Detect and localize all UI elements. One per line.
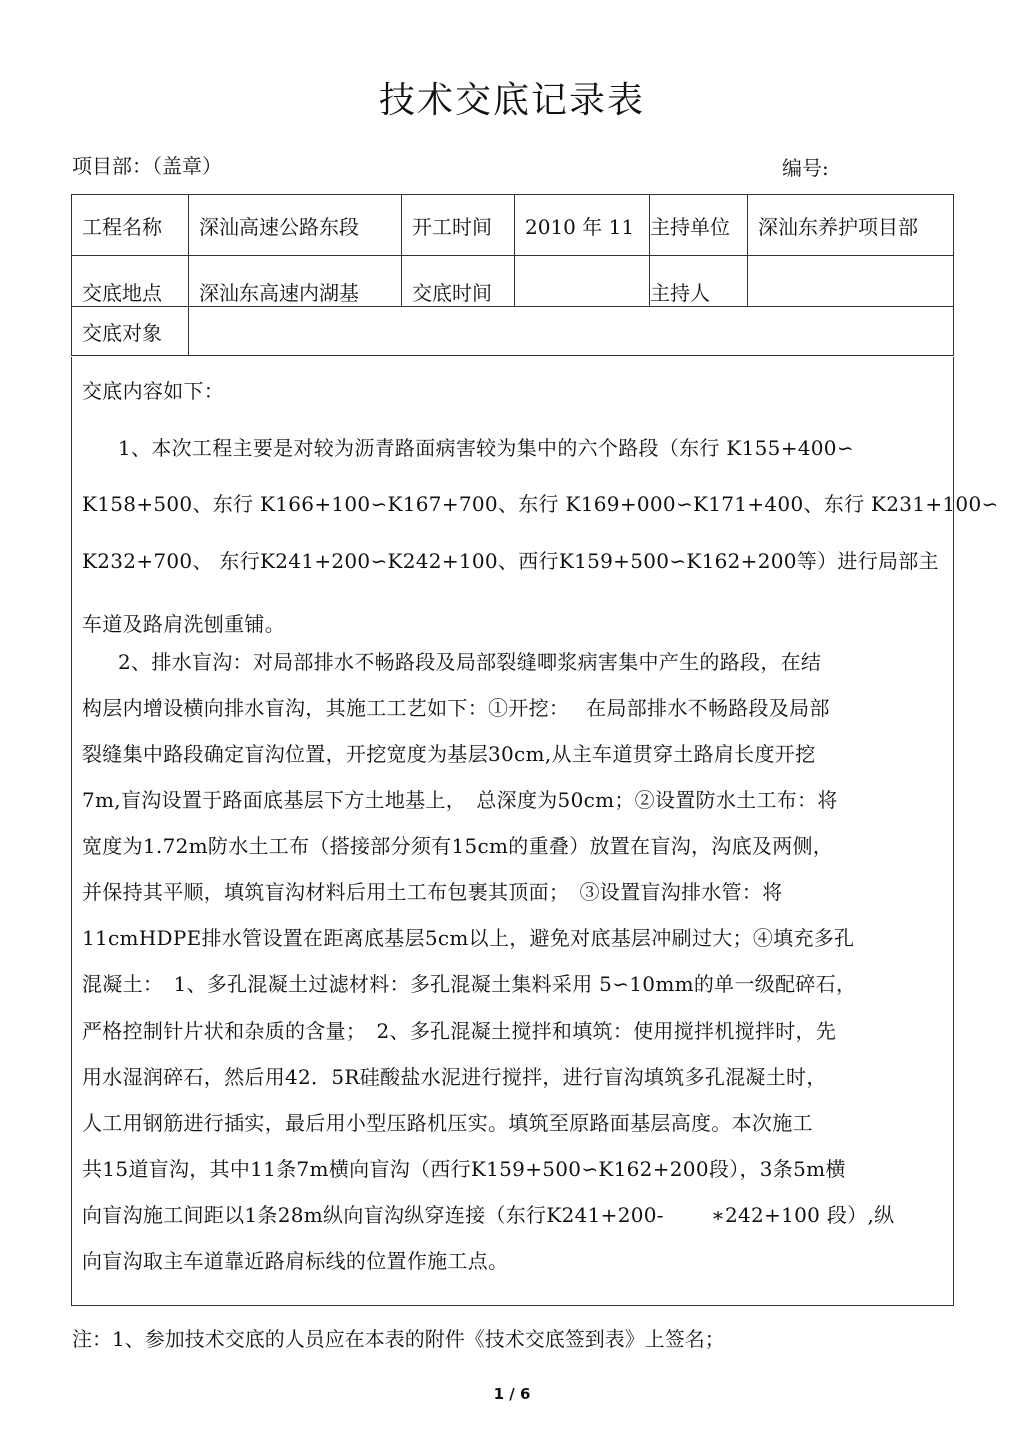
table-row	[72, 195, 954, 256]
host-unit-value: 深汕东养护项目部	[748, 195, 954, 256]
project-name-label: 工程名称	[72, 195, 189, 256]
content-line: 混凝土： 1、多孔混凝土过滤材料：多孔混凝土集料采用 5∽10mm的单一级配碎石，	[82, 972, 857, 996]
content-line: 裂缝集中路段确定盲沟位置，开挖宽度为基层30cm,从主车道贯穿土路肩长度开挖	[82, 742, 816, 766]
briefing-time-value	[515, 256, 650, 307]
page-number: 1 / 6	[493, 1385, 531, 1403]
content-line: 用水湿润碎石，然后用42．5R硅酸盐水泥进行搅拌，进行盲沟填筑多孔混凝土时，	[82, 1065, 827, 1089]
content-line: 共15道盲沟，其中11条7m横向盲沟（西行K159+500∽K162+200段），3条5m横	[82, 1157, 846, 1181]
start-time-value: 2010 年 11	[515, 195, 650, 256]
table-row	[72, 256, 954, 307]
content-line: K158+500、东行 K166+100∽K167+700、东行 K169+000∽K171+400、东行 K231+100∽	[82, 492, 999, 516]
host-person-value	[748, 256, 954, 307]
content-line: 宽度为1.72m防水土工布（搭接部分须有15cm的重叠）放置在盲沟，沟底及两侧，	[82, 834, 834, 858]
content-line: 向盲沟施工间距以1条28m纵向盲沟纵穿连接（东行K241+200- ∗242+100 段）,纵	[82, 1203, 895, 1227]
document-title: 技术交底记录表	[378, 80, 645, 121]
info-table	[71, 194, 954, 356]
content-intro: 交底内容如下：	[82, 379, 225, 403]
content-line: 11cmHDPE排水管设置在距离底基层5cm以上，避免对底基层冲刷过大；④填充多孔	[82, 926, 855, 950]
location-value: 深汕东高速内湖基	[189, 256, 402, 307]
table-row	[72, 307, 954, 356]
location-label: 交底地点	[72, 256, 189, 307]
content-line: 向盲沟取主车道靠近路肩标线的位置作施工点。	[82, 1249, 509, 1273]
project-dept-label: 项目部：（盖章）	[72, 154, 222, 178]
briefing-time-label: 交底时间	[402, 256, 515, 307]
start-time-label: 开工时间	[402, 195, 515, 256]
host-unit-label: 主持单位	[650, 195, 748, 256]
project-name-value: 深汕高速公路东段	[189, 195, 402, 256]
target-label: 交底对象	[72, 307, 189, 356]
host-person-label: 主持人	[650, 256, 748, 307]
content-line: 1、本次工程主要是对较为沥青路面病害较为集中的六个路段（东行 K155+400∽	[118, 436, 854, 460]
content-line: K232+700、 东行K241+200∽K242+100、西行K159+500∽K162+200等）进行局部主	[82, 549, 939, 573]
content-line: 2、排水盲沟：对局部排水不畅路段及局部裂缝唧浆病害集中产生的路段，在结	[118, 650, 822, 674]
content-line: 构层内增设横向排水盲沟，其施工工艺如下：①开挖： 在局部排水不畅路段及局部	[82, 696, 830, 720]
content-line: 7m,盲沟设置于路面底基层下方土地基上， 总深度为50cm；②设置防水土工布：将	[82, 788, 838, 812]
serial-number-label: 编号:	[782, 156, 829, 180]
content-line: 严格控制针片状和杂质的含量； 2、多孔混凝土搅拌和填筑：使用搅拌机搅拌时，先	[82, 1019, 837, 1043]
target-value	[189, 307, 954, 356]
content-line: 并保持其平顺，填筑盲沟材料后用土工布包裹其顶面； ③设置盲沟排水管：将	[82, 880, 783, 904]
footnote: 注：1、参加技术交底的人员应在本表的附件《技术交底签到表》上签名；	[72, 1327, 725, 1351]
content-line: 人工用钢筋进行插实，最后用小型压路机压实。填筑至原路面基层高度。本次施工	[82, 1111, 813, 1135]
content-line: 车道及路肩洗刨重铺。	[82, 612, 285, 636]
